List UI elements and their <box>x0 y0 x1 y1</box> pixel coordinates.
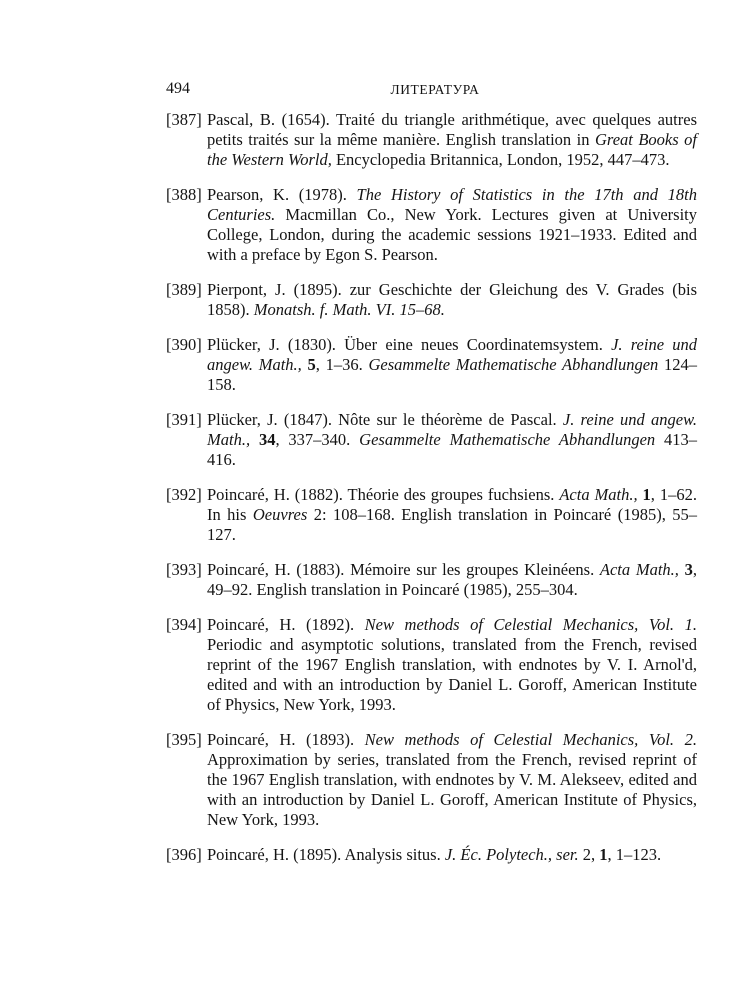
entry-text-segment: 3 <box>684 560 693 579</box>
entry-text <box>207 335 697 395</box>
entry-text-segment: 413–416. <box>207 430 698 469</box>
entry-number: [388] <box>166 185 202 204</box>
entry-text-segment: 2, <box>578 845 600 864</box>
entry-text-segment: Gesammelte Mathematische Abhandlungen <box>368 355 659 374</box>
bib-entry-390 <box>166 335 697 395</box>
entry-text-segment: Oeuvres <box>252 505 308 524</box>
entry-text <box>207 485 697 545</box>
entry-text-segment: 2: 108–168. English translation in Poincaré (1985), 55–127. <box>207 505 698 544</box>
entry-text-segment: Macmillan Co., New York. Lectures given at University College, London, during the academic sessions 1921–1933. Edited and with a preface by Egon S. Pearson. <box>207 205 697 264</box>
page-number: 494 <box>166 80 190 97</box>
entry-text-segment: , 1–62. In his <box>207 485 697 524</box>
entry-text <box>207 110 697 170</box>
entry-text-segment: 124–158. <box>207 355 697 394</box>
entry-text-segment: J. reine und angew. Math., <box>207 410 697 449</box>
entry-text-segment: Monatsh. f. Math. VI. 15–68. <box>253 300 445 319</box>
entry-text-segment: The History of Statistics in the 17th and 18th Centuries. <box>207 185 697 224</box>
entry-text <box>207 410 697 470</box>
running-head: ЛИТЕРАТУРА <box>390 82 480 97</box>
entry-text-segment: J. Éc. Polytech., ser. <box>444 845 579 864</box>
entry-text-segment: Pascal, B. (1654). Traité du triangle arithmétique, avec quelques autres petits traités sur la même manière. English translation in <box>207 110 697 149</box>
entry-number: [394] <box>166 615 202 634</box>
entry-text-segment: Acta Math., <box>599 560 679 579</box>
entry-number: [387] <box>166 110 202 129</box>
entry-text-segment: 1 <box>599 845 608 864</box>
entry-text-segment: Poincaré, H. (1892). <box>207 615 365 634</box>
entry-text-segment: Poincaré, H. (1893). <box>207 730 365 749</box>
entry-number: [391] <box>166 410 202 429</box>
bib-entry-387 <box>166 110 697 170</box>
entry-text <box>207 280 697 320</box>
entry-number: [389] <box>166 280 202 299</box>
bib-entry-389 <box>166 280 697 320</box>
entry-text-segment: J. reine und angew. Math., <box>207 335 697 374</box>
entry-text-segment: Plücker, J. (1830). Über eine neues Coordinatemsystem. <box>207 335 612 354</box>
entry-text-segment: Acta Math., <box>559 485 638 504</box>
entry-number: [393] <box>166 560 202 579</box>
entry-text-segment: Pearson, K. (1978). <box>207 185 357 204</box>
entry-text <box>207 615 697 715</box>
bib-entry-395 <box>166 730 697 830</box>
entry-text-segment: 34 <box>258 430 276 449</box>
entry-text <box>207 730 697 830</box>
entry-text-segment: 1 <box>642 485 651 504</box>
entry-text-segment: Pierpont, J. (1895). zur Geschichte der Gleichung des V. Grades (bis 1858). <box>207 280 697 319</box>
bib-entry-396 <box>166 845 697 865</box>
bib-entry-388 <box>166 185 697 265</box>
entry-text-segment: 5 <box>307 355 316 374</box>
entry-number: [395] <box>166 730 202 749</box>
entry-number: [396] <box>166 845 202 864</box>
entry-text-segment: Gesammelte Mathematische Abhandlungen <box>359 430 656 449</box>
entry-text-segment: Plücker, J. (1847). Nôte sur le théorème de Pascal. <box>207 410 563 429</box>
entry-number: [390] <box>166 335 202 354</box>
entry-text-segment: Encyclopedia Britannica, London, 1952, 447–473. <box>331 150 670 169</box>
entry-text-segment: Poincaré, H. (1895). Analysis situs. <box>207 845 445 864</box>
bib-entry-391 <box>166 410 697 470</box>
entry-text <box>207 185 697 265</box>
entry-text <box>207 845 697 865</box>
bib-entry-392 <box>166 485 697 545</box>
bib-entry-393 <box>166 560 697 600</box>
entry-number: [392] <box>166 485 202 504</box>
entry-text-segment: , 1–123. <box>607 845 662 864</box>
entry-text-segment: , 1–36. <box>315 355 369 374</box>
entry-text-segment: , 337–340. <box>275 430 360 449</box>
entry-text-segment: Approximation by series, translated from the French, revised reprint of the 1967 English translation, with endnotes by V. M. Alekseev, edited and with an introduction by Daniel L. Goroff, American Institute of Physics, New York, 1993. <box>207 750 697 829</box>
entry-text-segment: New methods of Celestial Mechanics, Vol. 2. <box>364 730 697 749</box>
bib-entry-394 <box>166 615 697 715</box>
entry-text-segment: Great Books of the Western World, <box>207 130 697 169</box>
entry-text-segment: Poincaré, H. (1883). Mémoire sur les groupes Kleinéens. <box>207 560 600 579</box>
bibliography-list <box>166 110 697 880</box>
entry-text-segment: Poincaré, H. (1882). Théorie des groupes fuchsiens. <box>207 485 560 504</box>
entry-text-segment: , 49–92. English translation in Poincaré (1985), 255–304. <box>207 560 697 599</box>
entry-text <box>207 560 697 600</box>
entry-text-segment: Periodic and asymptotic solutions, translated from the French, revised reprint of the 1967 English translation, with endnotes by V. I. Arnol'd, edited and with an introduction by Daniel L. Goroff, American Institute of Physics, New York, 1993. <box>207 635 697 714</box>
entry-text-segment: New methods of Celestial Mechanics, Vol. 1. <box>364 615 697 634</box>
entry-text-segment <box>250 430 259 449</box>
